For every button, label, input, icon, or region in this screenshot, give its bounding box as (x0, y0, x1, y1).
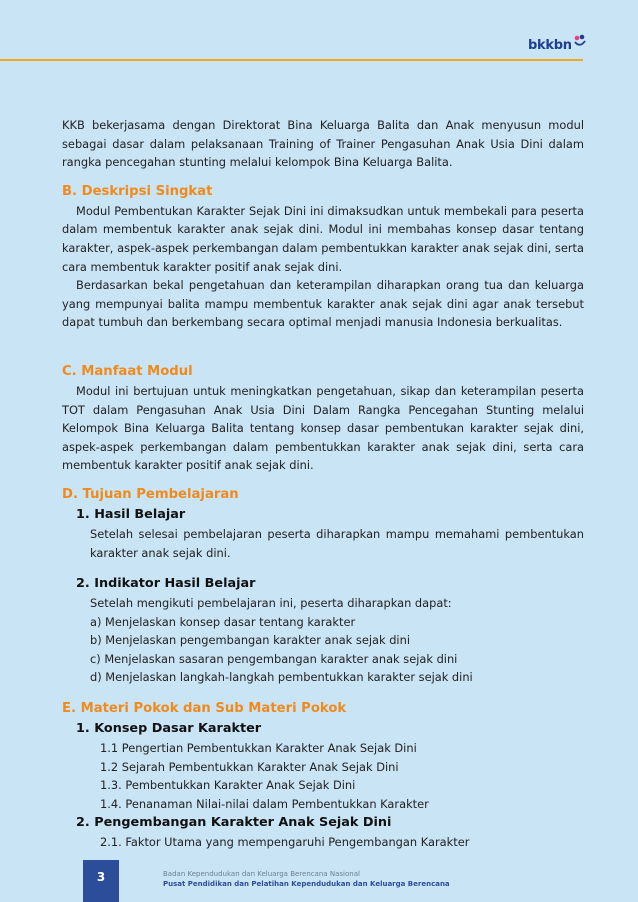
list-item: 1.1 Pengertian Pembentukkan Karakter Anak Sejak Dini (100, 741, 417, 756)
section-b-heading: B. Deskripsi Singkat (62, 183, 213, 199)
section-e-sub2-heading: 2. Pengembangan Karakter Anak Sejak Dini (76, 815, 392, 831)
bkkbn-logo (528, 34, 587, 56)
section-d-sub1-heading: 1. Hasil Belajar (76, 506, 186, 522)
section-d-sub1-text: Setelah selesai pembelajaran peserta diharapkan mampu memahami pembentukan karakter anak sejak dini. (90, 526, 584, 560)
header-rule (0, 59, 583, 61)
page-number: 3 (83, 860, 119, 902)
list-item: 1.4. Penanaman Nilai-nilai dalam Pembentukkan Karakter (100, 796, 429, 811)
section-e-heading: E. Materi Pokok dan Sub Materi Pokok (62, 701, 347, 717)
section-d-sub2-heading: 2. Indikator Hasil Belajar (76, 576, 256, 592)
section-e-sub1-heading: 1. Konsep Dasar Karakter (76, 721, 262, 737)
section-d-sub2-intro: Setelah mengikuti pembelajaran ini, peserta diharapkan dapat: (90, 596, 452, 611)
section-c-heading: C. Manfaat Modul (62, 363, 193, 379)
list-item: b) Menjelaskan pengembangan karakter anak sejak dini (90, 633, 410, 648)
section-d-heading: D. Tujuan Pembelajaran (62, 486, 239, 502)
page-content (62, 116, 584, 852)
footer-line-2: Pusat Pendidikan dan Pelatihan Kependudukan dan Keluarga Berencana (163, 880, 450, 888)
section-b-paragraph-1: Modul Pembentukan Karakter Sejak Dini ini dimaksudkan untuk membekali para peserta dalam membentuk karakter anak sejak dini. Modul ini membahas konsep dasar tentang karakter, aspek-aspek perkembangan dalam pembentukkan karakter anak sejak dini, serta cara membentuk karakter positif anak sejak dini. (62, 203, 584, 274)
footer-line-1: Badan Kependudukan dan Keluarga Berencana Nasional (163, 870, 360, 878)
section-b-paragraph-2: Berdasarkan bekal pengetahuan dan keterampilan diharapkan orang tua dan keluarga yang mempunyai balita mampu membentuk karakter anak sejak dini agar anak tersebut dapat tumbuh dan berkembang secara optimal menjadi manusia Indonesia berkualitas. (62, 278, 584, 330)
list-item: 1.2 Sejarah Pembentukkan Karakter Anak Sejak Dini (100, 759, 399, 774)
list-item: 1.3. Pembentukkan Karakter Anak Sejak Dini (100, 778, 356, 793)
list-item: c) Menjelaskan sasaran pengembangan karakter anak sejak dini (90, 651, 458, 666)
list-item: a) Menjelaskan konsep dasar tentang karakter (90, 614, 356, 629)
intro-paragraph: KKB bekerjasama dengan Direktorat Bina Keluarga Balita dan Anak menyusun modul sebagai dasar dalam pelaksanaan Training of Trainer Pengasuhan Anak Usia Dini dalam rangka pencegahan stunting melalui kelompok Bina Keluarga Balita. (62, 118, 584, 170)
logo-heart-icon (573, 34, 587, 48)
list-item: 2.1. Faktor Utama yang mempengaruhi Pengembangan Karakter (100, 835, 470, 850)
section-c-paragraph: Modul ini bertujuan untuk meningkatkan pengetahuan, sikap dan keterampilan peserta TOT dalam Pengasuhan Anak Usia Dini Dalam Rangka Pencegahan Stunting melalui Kelompok Bina Keluarga Balita tentang konsep dasar pembentukan karakter sejak dini, aspek-aspek perkembangan dalam pembentukkan karakter anak sejak dini, serta cara membentuk karakter positif anak sejak dini. (62, 383, 584, 473)
footer (0, 860, 638, 902)
logo-text: bkkbn (528, 37, 572, 53)
list-item: d) Menjelaskan langkah-langkah pembentukkan karakter sejak dini (90, 670, 473, 685)
